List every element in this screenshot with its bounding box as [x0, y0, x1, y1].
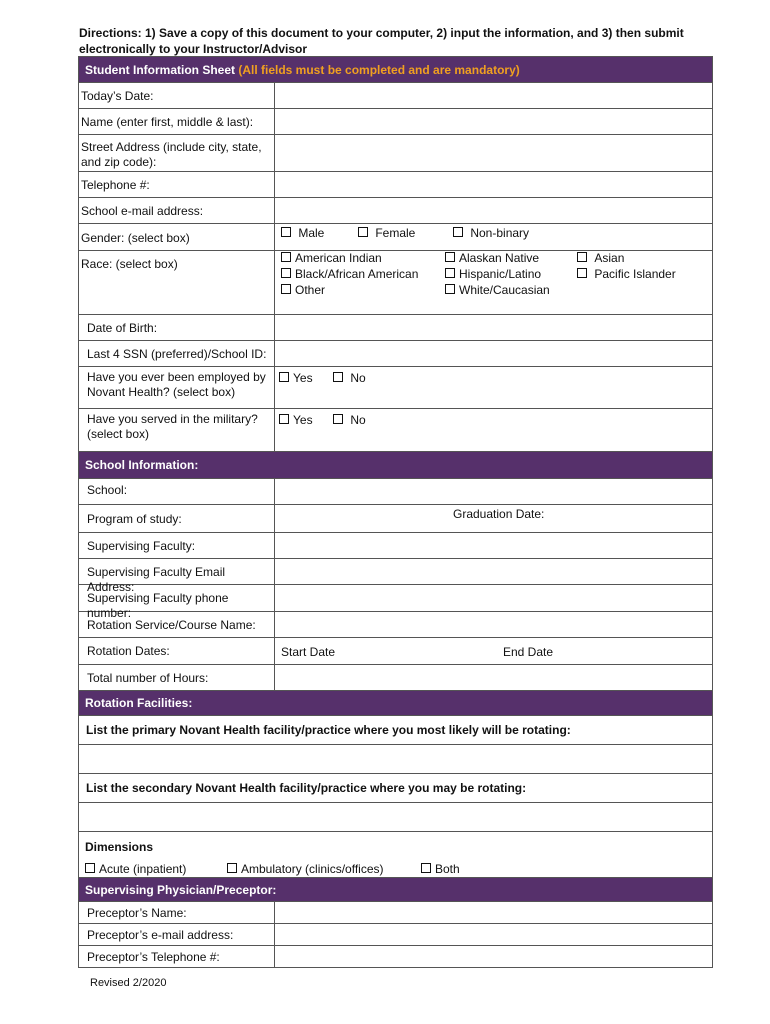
primary-facility-label-row	[79, 716, 712, 745]
secondary-facility-label-row	[79, 774, 712, 803]
faculty-row	[79, 533, 712, 559]
email-row	[79, 198, 712, 224]
rotation-service-row	[79, 612, 712, 638]
rotation-service-label: Rotation Service/Course Name:	[79, 612, 275, 637]
preceptor-email-field[interactable]	[275, 924, 712, 945]
dob-label: Date of Birth:	[79, 315, 275, 340]
end-date-label: End Date	[503, 645, 554, 659]
employed-no-option[interactable]: No	[333, 371, 366, 386]
faculty-label: Supervising Faculty:	[79, 533, 275, 558]
student-form	[78, 56, 713, 968]
student-header-title: Student Information Sheet	[85, 62, 235, 77]
preceptor-email-row	[79, 924, 712, 946]
race-other-option[interactable]: Other	[281, 283, 325, 298]
total-hours-field[interactable]	[275, 665, 712, 690]
checkbox-icon	[421, 863, 431, 873]
military-yes-option[interactable]: Yes	[279, 413, 313, 428]
preceptor-phone-row	[79, 946, 712, 968]
rotation-dates-field[interactable]	[275, 638, 712, 664]
race-white-option[interactable]: White/Caucasian	[445, 283, 550, 298]
preceptor-name-label: Preceptor’s Name:	[79, 902, 275, 923]
military-label: Have you served in the military? (select box)	[79, 409, 275, 451]
employed-yes-option[interactable]: Yes	[279, 371, 313, 386]
faculty-phone-label: Supervising Faculty phone number:	[79, 585, 275, 611]
revision-footer: Revised 2/2020	[90, 977, 167, 989]
ssn-row	[79, 341, 712, 367]
secondary-facility-label: List the secondary Novant Health facility/practice where you may be rotating:	[86, 781, 527, 795]
preceptor-name-row	[79, 902, 712, 924]
military-row	[79, 409, 712, 452]
school-label: School:	[79, 479, 275, 504]
start-date-label: Start Date	[281, 645, 336, 659]
race-asian-option[interactable]: Asian	[577, 251, 624, 266]
telephone-label: Telephone #:	[79, 172, 275, 197]
gender-label: Gender: (select box)	[79, 224, 275, 250]
preceptor-header-title: Supervising Physician/Preceptor:	[85, 882, 277, 897]
school-header-title: School Information:	[85, 458, 199, 472]
telephone-row	[79, 172, 712, 198]
checkbox-icon	[333, 372, 343, 382]
military-options	[275, 409, 712, 451]
rotation-service-field[interactable]	[275, 612, 712, 637]
address-row	[79, 135, 712, 172]
program-row	[79, 505, 712, 533]
gender-nonbinary-option[interactable]: Non-binary	[453, 226, 529, 241]
student-info-header	[79, 56, 712, 83]
ssn-field[interactable]	[275, 341, 712, 366]
secondary-facility-input[interactable]	[79, 803, 712, 831]
mandatory-note: (All fields must be completed and are mandatory)	[238, 62, 520, 77]
dimension-ambulatory-option[interactable]: Ambulatory (clinics/offices)	[227, 862, 384, 876]
faculty-email-field[interactable]	[275, 559, 712, 584]
race-hispanic-option[interactable]: Hispanic/Latino	[445, 267, 541, 282]
checkbox-icon	[453, 227, 463, 237]
checkbox-icon	[577, 268, 587, 278]
preceptor-email-label: Preceptor’s e-mail address:	[79, 924, 275, 945]
secondary-facility-field[interactable]	[79, 803, 712, 832]
checkbox-icon	[445, 268, 455, 278]
school-field[interactable]	[275, 479, 712, 504]
military-no-option[interactable]: No	[333, 413, 366, 428]
email-field[interactable]	[275, 198, 712, 223]
school-row	[79, 479, 712, 505]
checkbox-icon	[279, 414, 289, 424]
checkbox-icon	[281, 227, 291, 237]
faculty-email-label: Supervising Faculty Email Address:	[79, 559, 275, 584]
race-options	[275, 251, 712, 314]
employed-options	[275, 367, 712, 408]
gender-row	[79, 224, 712, 251]
telephone-field[interactable]	[275, 172, 712, 197]
today-date-field[interactable]	[275, 83, 712, 108]
race-row	[79, 251, 712, 315]
checkbox-icon	[445, 284, 455, 294]
checkbox-icon	[85, 863, 95, 873]
faculty-phone-field[interactable]	[275, 585, 712, 611]
gender-options	[275, 224, 712, 250]
email-label: School e-mail address:	[79, 198, 275, 223]
total-hours-label: Total number of Hours:	[79, 665, 275, 690]
checkbox-icon	[227, 863, 237, 873]
race-american-indian-option[interactable]: American Indian	[281, 251, 382, 266]
name-label: Name (enter first, middle & last):	[79, 109, 275, 134]
faculty-phone-row	[79, 585, 712, 620]
dob-row	[79, 315, 712, 341]
total-hours-row	[79, 665, 712, 691]
gender-female-option[interactable]: Female	[358, 226, 415, 241]
dimensions-row	[79, 832, 712, 878]
dimension-acute-option[interactable]: Acute (inpatient)	[85, 862, 186, 876]
checkbox-icon	[281, 284, 291, 294]
primary-facility-input[interactable]	[79, 745, 712, 773]
dob-field[interactable]	[275, 315, 712, 340]
race-black-option[interactable]: Black/African American	[281, 267, 418, 282]
school-info-header	[79, 452, 712, 479]
today-date-row	[79, 83, 712, 109]
program-field[interactable]	[275, 505, 712, 532]
directions-text: Directions: 1) Save a copy of this document to your computer, 2) input the information, and 3) then submit electronically to your Instructor/Advisor	[79, 26, 684, 56]
checkbox-icon	[281, 268, 291, 278]
program-label: Program of study:	[79, 505, 275, 532]
dimensions-label: Dimensions	[85, 840, 154, 854]
rotation-dates-row	[79, 638, 712, 665]
rotation-facilities-header	[79, 691, 712, 716]
checkbox-icon	[445, 252, 455, 262]
facilities-header-title: Rotation Facilities:	[85, 696, 193, 710]
checkbox-icon	[577, 252, 587, 262]
race-label: Race: (select box)	[79, 251, 275, 314]
checkbox-icon	[279, 372, 289, 382]
preceptor-phone-field[interactable]	[275, 946, 712, 967]
gender-male-option[interactable]: Male	[281, 226, 324, 241]
dimension-both-option[interactable]: Both	[421, 862, 460, 876]
name-field[interactable]	[275, 109, 712, 134]
rotation-dates-label: Rotation Dates:	[79, 638, 275, 664]
primary-facility-field[interactable]	[79, 745, 712, 774]
address-field[interactable]	[275, 135, 712, 171]
race-alaskan-native-option[interactable]: Alaskan Native	[445, 251, 539, 266]
checkbox-icon	[333, 414, 343, 424]
preceptor-header	[79, 878, 712, 902]
graduation-date-label: Graduation Date:	[453, 507, 545, 521]
address-label: Street Address (include city, state, and zip code):	[79, 135, 275, 171]
primary-facility-label: List the primary Novant Health facility/practice where you most likely will be rotating:	[86, 723, 571, 737]
preceptor-name-field[interactable]	[275, 902, 712, 923]
checkbox-icon	[358, 227, 368, 237]
race-pacific-islander-option[interactable]: Pacific Islander	[577, 267, 676, 282]
today-date-label: Today’s Date:	[79, 83, 275, 108]
faculty-email-row	[79, 559, 712, 594]
employed-row	[79, 367, 712, 409]
name-row	[79, 109, 712, 135]
faculty-field[interactable]	[275, 533, 712, 558]
checkbox-icon	[281, 252, 291, 262]
preceptor-phone-label: Preceptor’s Telephone #:	[79, 946, 275, 967]
employed-label: Have you ever been employed by Novant Health? (select box)	[79, 367, 275, 408]
ssn-label: Last 4 SSN (preferred)/School ID:	[79, 341, 275, 366]
